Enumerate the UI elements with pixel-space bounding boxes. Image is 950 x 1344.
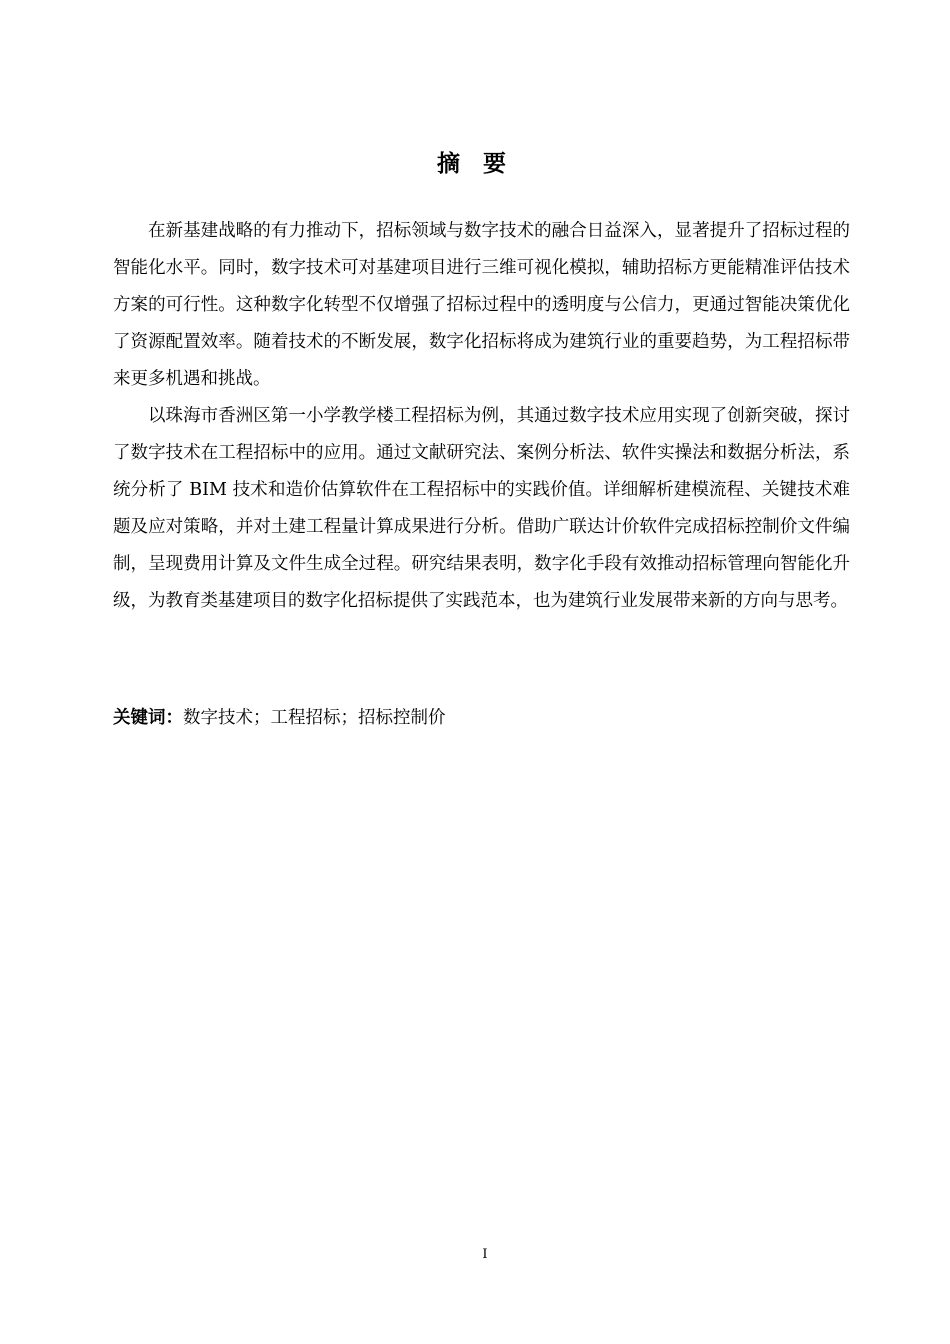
keywords-value: 数字技术；工程招标；招标控制价	[183, 708, 446, 728]
keywords-label: 关键词：	[113, 708, 183, 728]
abstract-paragraph-1: 在新基建战略的有力推动下，招标领域与数字技术的融合日益深入，显著提升了招标过程的智能化水平。同时，数字技术可对基建项目进行三维可视化模拟，辅助招标方更能精准评估技术方案的可行性。这种数字化转型不仅增强了招标过程中的透明度与公信力，更通过智能决策优化了资源配置效率。随着技术的不断发展，数字化招标将成为建筑行业的重要趋势，为工程招标带来更多机遇和挑战。	[113, 221, 850, 389]
abstract-title: 摘要	[437, 150, 529, 177]
abstract-paragraph-2: 以珠海市香洲区第一小学教学楼工程招标为例，其通过数字技术应用实现了创新突破，探讨了数字技术在工程招标中的应用。通过文献研究法、案例分析法、软件实操法和数据分析法，系统分析了 BIM 技术和造价估算软件在工程招标中的实践价值。详细解析建模流程、关键技术难题及应对策略，并对土建工程量计算成果进行分析。借助广联达计价软件完成招标控制价文件编制，呈现费用计算及文件生成全过程。研究结果表明，数字化手段有效推动招标管理向智能化升级，为教育类基建项目的数字化招标提供了实践范本，也为建筑行业发展带来新的方向与思考。	[113, 406, 850, 611]
abstract-body	[113, 213, 850, 620]
page-number: I	[482, 1247, 488, 1262]
keywords-line	[113, 702, 850, 734]
